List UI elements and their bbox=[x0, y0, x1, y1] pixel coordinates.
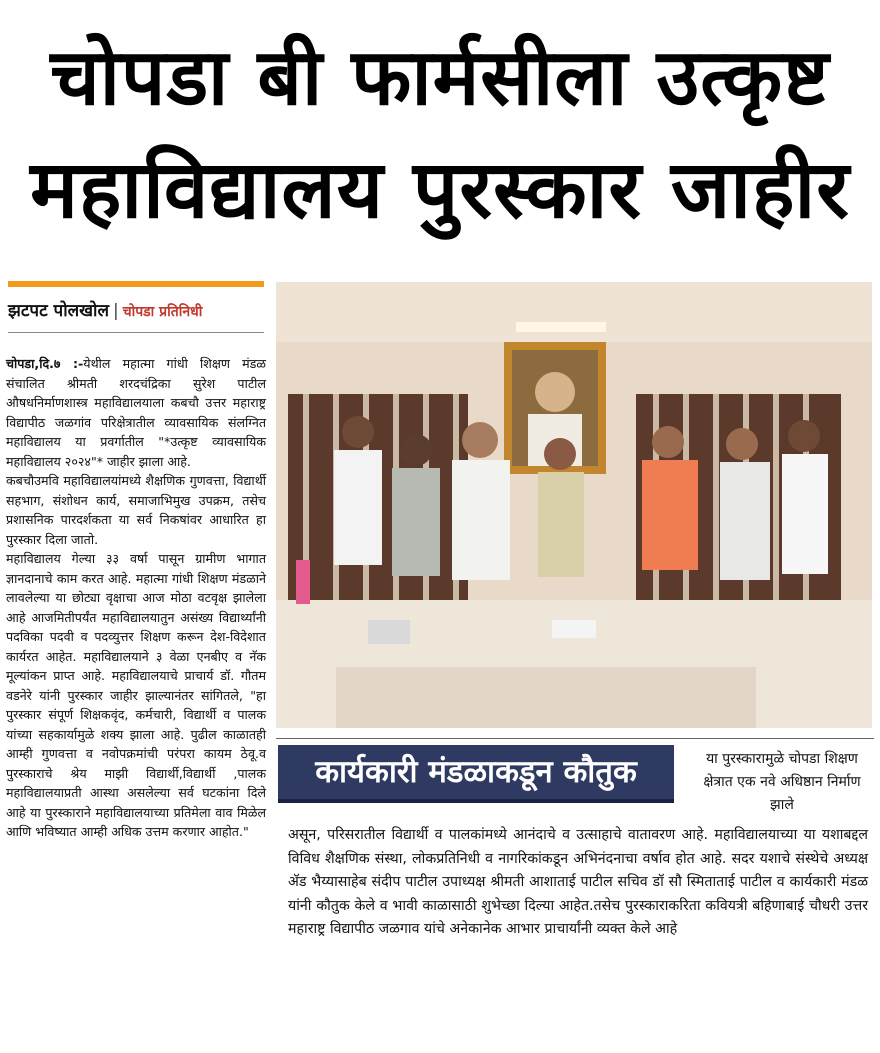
byline-separator: | bbox=[112, 301, 119, 321]
dateline: चोपडा,दि.७ :- bbox=[6, 356, 84, 371]
byline-place: चोपडा प्रतिनिधी bbox=[122, 304, 203, 320]
accent-bar bbox=[8, 281, 264, 287]
article-paragraph-2: कबचौउमवि महाविद्यालयांमध्ये शैक्षणिक गुणवत्ता, विद्यार्थी सहभाग, संशोधन कार्य, समाजाभिमुख उपक्रम, तसेच प्रशासनिक पारदर्शकता या सर्व निकषांवर आधारित हा पुरस्कार दिला जातो. bbox=[6, 473, 266, 547]
headline-line-2: महाविद्यालय पुरस्कार जाहीर bbox=[30, 143, 850, 236]
section-rule bbox=[276, 738, 874, 739]
paragraph-text-1: येथील महात्मा गांधी शिक्षण मंडळ संचालित श्रीमती शरदचंद्रिका सुरेश पाटील औषधनिर्माणशास्त्र महाविद्यालयाला कबचौ उत्तर महाराष्ट्र विद्यापीठ जळगांव परिक्षेत्रातील व्यावसायिक संलग्नित महाविद्यालय या प्रवर्गातील "*उत्कृष्ट व्यावसायिक महाविद्यालय २०२४"* जाहीर झाला आहे. bbox=[6, 356, 266, 469]
article-side-text: या पुरस्कारामुळे चोपडा शिक्षण क्षेत्रात एक नवे अधिष्ठान निर्माण झाले bbox=[703, 751, 861, 813]
photo-illustration bbox=[276, 282, 872, 728]
byline bbox=[8, 298, 264, 321]
article-paragraph-3: महाविद्यालय गेल्या ३३ वर्षा पासून ग्रामीण भागात ज्ञानदानाचे काम करत आहे. महात्मा गांधी शिक्षण मंडळाने लावलेल्या या छोट्या वृक्षाचा आज मोठा वटवृक्ष झालेला आहे आजमितीपर्यंत महाविद्यालयातुन असंख्य विद्यार्थ्यांनी पदविका पदवी व पदव्युत्तर शिक्षण करून देश-विदेशात कार्यरत आहेत. महाविद्यालयाने ३ वेळा एनबीए व नॅक मूल्यांकन प्राप्त आहे. महाविद्यालयाचे प्राचार्य डॉ. गौतम वडनेरे यांनी पुरस्कार जाहीर झाल्यानंतर सांगितले, "हा पुरस्कार संपूर्ण शिक्षकवृंद, कर्मचारी, विद्यार्थी व पालक यांच्या सहकार्यामुळे शक्य झाला आहे. पुढील काळातही आम्ही गुणवत्ता व नवोपक्रमांची परंपरा कायम ठेवू.व पुरस्काराचे श्रेय माझी विद्यार्थी,विद्यार्थी ,पालक महाविद्यालयाप्रती आस्था असलेल्या सर्व घटकांना दिले आहे या पुरस्काराने महाविद्यालयाच्या प्रतिमेला वाव मिळेल आणि भविष्यात आम्ही अधिक उत्तम करणार आहोत." bbox=[6, 551, 266, 839]
subhead-banner bbox=[278, 745, 674, 803]
headline-line-1: चोपडा बी फार्मसीला उत्कृष्ट bbox=[50, 33, 830, 123]
article-left-column bbox=[6, 354, 266, 842]
news-photo bbox=[276, 282, 872, 728]
article-right-body: असून, परिसरातील विद्यार्थी व पालकांमध्ये आनंदाचे व उत्साहाचे वातावरण आहे. महाविद्यालयाच्या या यशाबद्दल विविध शैक्षणिक संस्था, लोकप्रतिनिधी व नागरिकांकडून अभिनंदनाचा वर्षाव होत आहे. सदर यशाचे संस्थेचे अध्यक्ष ॲड भैय्यासाहेब संदीप पाटील उपाध्यक्ष श्रीमती आशाताई पाटील सचिव डॉ सौ स्मिताताई पाटील व कार्यकारी मंडळ यांनी कौतुक केले व भावी काळासाठी शुभेच्छा दिल्या आहेत.तसेच पुरस्काराकरिता कवियत्री बहिणाबाई चौधरी उत्तर महाराष्ट्र विद्यापीठ जळगाव यांचे अनेकानेक आभार प्राचार्यांनी व्यक्त केले आहे bbox=[288, 827, 868, 938]
article-paragraph-1 bbox=[6, 354, 266, 471]
byline-source: झटपट पोलखोल bbox=[8, 301, 109, 321]
byline-divider bbox=[8, 332, 264, 333]
subhead-text: कार्यकारी मंडळाकडून कौतुक bbox=[315, 754, 637, 790]
